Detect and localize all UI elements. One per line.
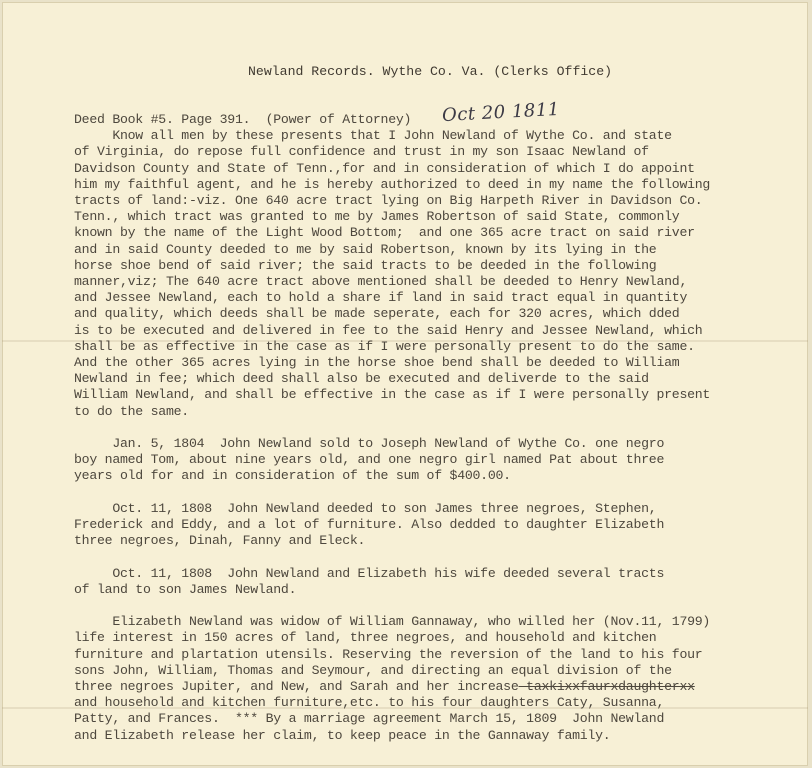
text-line: Tenn., which tract was granted to me by James Robertson of said State, commonly (74, 209, 680, 225)
text-line: boy named Tom, about nine years old, and one negro girl named Pat about three (74, 452, 665, 468)
text-line: manner,viz; The 640 acre tract above mentioned shall be deeded to Henry Newland, (74, 274, 688, 289)
text-line: Oct. 11, 1808 John Newland deeded to son James three negroes, Stephen, (74, 500, 657, 516)
text-line: sons John, William, Thomas and Seymour, and directing an equal division of the (74, 662, 672, 678)
text-line: Patty, and Frances. *** By a marriage agreement March 15, 1809 John Newland (74, 711, 665, 727)
handwritten-date: Oct 20 1811 (441, 98, 561, 127)
text-line: and Elizabeth release her claim, to keep peace in the Gannaway family. (74, 727, 611, 743)
text-line: Know all men by these presents that I John Newland of Wythe Co. and state (74, 128, 672, 144)
struck-text: taxkixxfaurxdaughterxx (518, 679, 695, 694)
text-line: horse shoe bend of said river; the said tracts to be deeded in the following (74, 257, 657, 273)
document-title: Newland Records. Wythe Co. Va. (Clerks Office) (248, 64, 613, 79)
text-line: of Virginia, do repose full confidence and trust in my son Isaac Newland of (74, 144, 649, 160)
text-line: years old for and in consideration of the sum of $400.00. (74, 468, 511, 484)
text-line: Frederick and Eddy, and a lot of furniture. Also dedded to daughter Elizabeth (74, 517, 665, 532)
text-line: and quality, which deeds shall be made seperate, each for 320 acres, which dded (74, 306, 680, 322)
text-line: of land to son James Newland. (74, 581, 297, 597)
text-line: three negroes Jupiter, and New, and Sarah and her increase taxkixxfaurxdaughterxx (74, 679, 695, 694)
text-line: and in said County deeded to me by said Robertson, known by its lying in the (74, 241, 657, 257)
text-line: is to be executed and delivered in fee to the said Henry and Jessee Newland, which (74, 322, 703, 338)
text-line: known by the name of the Light Wood Bottom; and one 365 acre tract on said river (74, 225, 695, 241)
text-line: And the other 365 acres lying in the horse shoe bend shall be deeded to William (74, 355, 680, 370)
text-line: Newland in fee; which deed shall also be executed and deliverde to the said (74, 371, 649, 387)
text-line: Davidson County and State of Tenn.,for and in consideration of which I do appoint (74, 160, 695, 176)
text-line: shall be as effective in the case as if I were personally present to do the same. (74, 338, 695, 354)
text-line: tracts of land:-viz. One 640 acre tract lying on Big Harpeth River in Davidson Co. (74, 193, 703, 208)
text-line: and Jessee Newland, each to hold a share if land in said tract equal in quantity (74, 290, 688, 306)
text-line: William Newland, and shall be effective in the case as if I were personally present (74, 387, 711, 403)
text-line: furniture and plartation utensils. Reserving the reversion of the land to his four (74, 646, 703, 662)
text-line: Jan. 5, 1804 John Newland sold to Joseph Newland of Wythe Co. one negro (74, 436, 665, 451)
text-line: and household and kitchen furniture,etc. to his four daughters Caty, Susanna, (74, 695, 665, 711)
text-line: to do the same. (74, 403, 189, 419)
text-line: Oct. 11, 1808 John Newland and Elizabeth his wife deeded several tracts (74, 565, 665, 581)
text-line: three negroes, Dinah, Fanny and Eleck. (74, 533, 366, 549)
text-line: Deed Book #5. Page 391. (Power of Attorney) (74, 112, 412, 127)
document-page (2, 2, 808, 766)
text-line: Elizabeth Newland was widow of William Gannaway, who willed her (Nov.11, 1799) (74, 614, 711, 630)
text-line: him my faithful agent, and he is hereby authorized to deed in my name the following (74, 176, 711, 192)
text-line: life interest in 150 acres of land, three negroes, and household and kitchen (74, 630, 657, 646)
